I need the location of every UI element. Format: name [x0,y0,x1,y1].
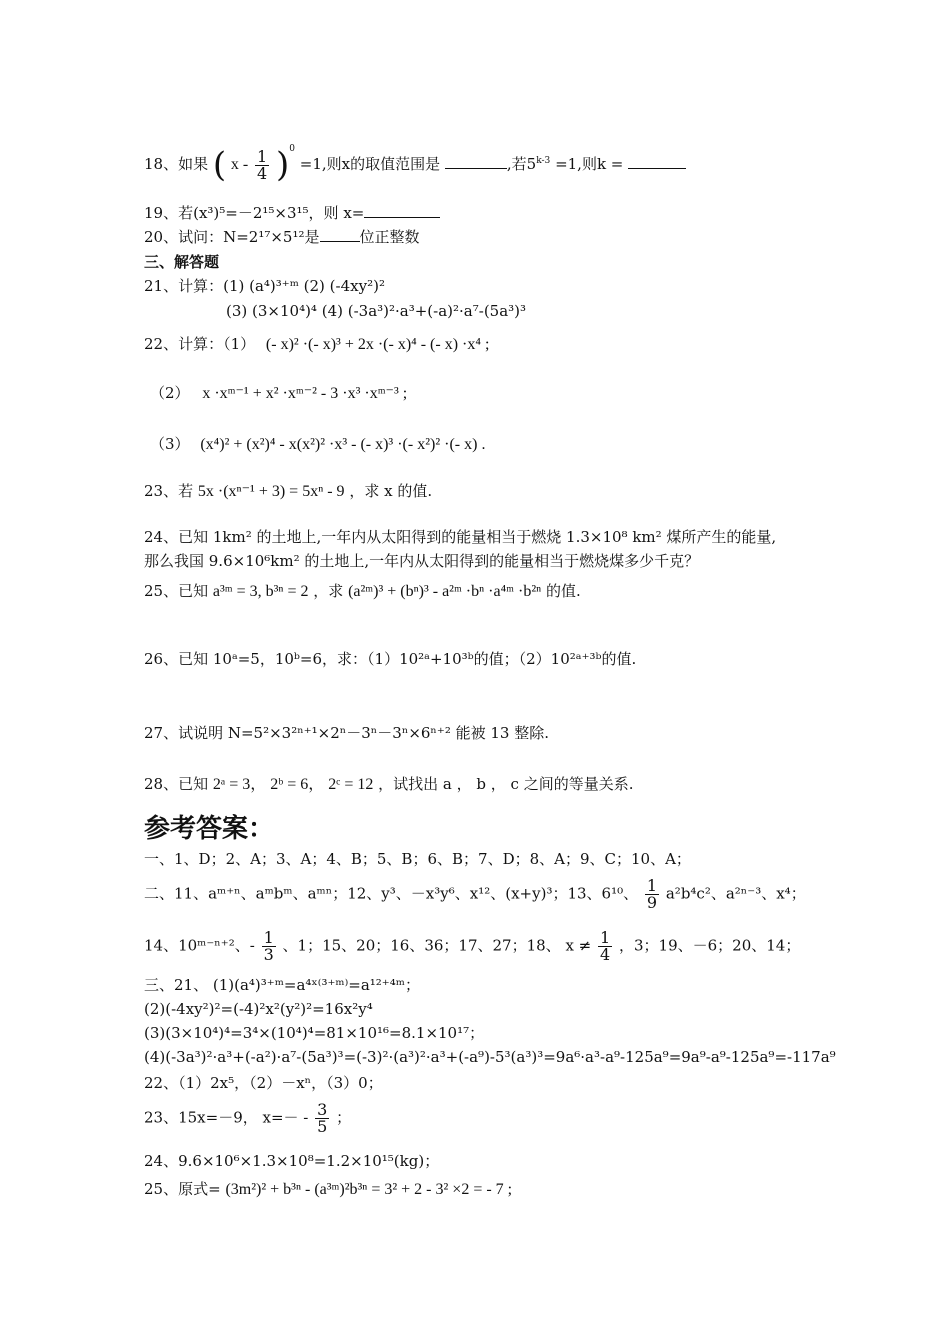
answer-part2 [144,878,806,911]
q23-post: ，求 x 的值. [349,482,433,500]
a9-pre: 23、15x=－9， x=－ - [144,1108,309,1127]
frac-numerator: 1 [263,928,274,947]
answer-23 [144,1102,351,1135]
q18-end: =1,则k = [555,155,624,173]
q22-expr: (- x)² ·(- x)³ + 2x ·(- x)⁴ - (- x) ·x⁴ ; [265,336,490,353]
a3-post: ，3；19、－6；20、14； [619,936,801,955]
q25-given: a³ᵐ = 3, b³ⁿ = 2 [212,583,309,600]
a2-post: a²b⁴c²、a²ⁿ⁻³、x⁴； [665,884,806,903]
a3-fraction2 [598,930,612,963]
question-19 [144,202,440,224]
frac-denominator: 5 [317,1117,328,1136]
question-22-part3 [150,433,485,456]
a2-pre: 二、11、aᵐ⁺ⁿ、aᵐbᵐ、aᵐⁿ；12、y³、－x³y⁶、x¹²、(x+y)³；13、6¹⁰、 [144,884,639,903]
question-23 [144,480,432,503]
question-22-part2 [150,382,407,405]
question-21-line1: 21、计算：(1) (a⁴)³⁺ᵐ (2) (-4xy²)² [144,277,385,295]
frac-numerator: 1 [646,876,658,895]
answer-part1: 一、1、D；2、A；3、A；4、B；5、B；6、B；7、D；8、A；9、C；10、A； [144,850,691,868]
question-21-line2: (3) (3×10⁴)⁴ (4) (-3a³)²·a³+(-a)²·a⁷-(5a³)³ [226,302,527,320]
q18-label: 18、如果 [144,155,209,173]
answer-21-2: (2)(-4xy²)²=(-4)²x²(y²)²=16x²y⁴ [144,1000,373,1018]
q22b-label: （2） [150,384,190,402]
frac-denominator: 4 [600,945,611,964]
q28-post: ，试找出 a ， b ， c 之间的等量关系. [378,775,634,793]
answers-heading: 参考答案： [144,814,275,844]
answer-blank [628,154,686,169]
right-paren: ) [276,145,290,185]
q22c-label: （3） [150,435,190,453]
answer-21-1: 三、21、 (1)(a⁴)³⁺ᵐ=a⁴ˣ⁽³⁺ᵐ⁾=a¹²⁺⁴ᵐ； [144,976,420,994]
question-20 [144,226,420,248]
q18-exponent: 0 [289,144,295,154]
q25-expr: (a²ᵐ)³ + (bⁿ)³ - a²ᵐ ·bⁿ ·a⁴ᵐ ·b²ⁿ [348,583,542,600]
frac-numerator: 3 [317,1100,328,1119]
q18-fraction [255,146,269,183]
a9-fraction [315,1102,329,1135]
answer-21-3: (3)(3×10⁴)⁴=3⁴×(10⁴)⁴=81×10¹⁶=8.1×10¹⁷； [144,1024,485,1042]
q23-expr: 5x ·(xⁿ⁻¹ + 3) = 5xⁿ - 9 [197,483,345,500]
q18-expr: x - [230,156,249,173]
question-27: 27、试说明 N=5²×3²ⁿ⁺¹×2ⁿ－3ⁿ－3ⁿ×6ⁿ⁺² 能被 13 整除. [144,724,550,742]
a2-fraction [645,878,659,911]
q19-text: 19、若(x³)⁵=－2¹⁵×3¹⁵，则 x= [144,204,365,222]
a3-mid: 、1；15、20；16、36；17、27；18、 x ≠ [282,936,592,955]
a3-fraction [262,930,276,963]
a11-expr: (3m²)² + b³ⁿ - (a³ᵐ)²b³ⁿ = 3² + 2 - 3² ×2 = - 7 ; [225,1181,513,1198]
answer-blank [364,203,440,218]
question-25 [144,580,581,603]
left-paren: ( [212,145,227,185]
frac-denominator: 4 [257,163,268,183]
q22-label: 22、计算：（1） [144,335,256,353]
q28-pre: 28、已知 [144,775,209,793]
question-24-line1: 24、已知 1km² 的土地上,一年内从太阳得到的能量相当于燃烧 1.3×10⁸ km² 煤所产生的能量, [144,528,777,546]
question-24-line2: 那么我国 9.6×10⁶km² 的土地上,一年内从太阳得到的能量相当于燃烧煤多少千克？ [144,552,700,570]
frac-denominator: 9 [646,893,658,912]
answer-blank [445,154,507,169]
q18-mid: =1,则x的取值范围是 [299,155,441,173]
q28-expr: 2ᵃ = 3， 2ᵇ = 6， 2ᶜ = 12 [212,776,374,793]
question-28 [144,773,633,796]
frac-numerator: 1 [600,928,611,947]
q23-pre: 23、若 [144,482,194,500]
answer-22: 22、（1）2x⁵，（2）－xⁿ，（3）0； [144,1074,383,1092]
question-18 [144,138,686,185]
q25-mid: ，求 [313,582,344,600]
q22c-expr: (x⁴)² + (x²)⁴ - x(x²)² ·x³ - (- x)³ ·(- x²)² ·(- x) . [200,436,486,453]
q18-sup: k-3 [536,156,551,166]
section-heading: 三、解答题 [144,253,220,271]
answer-21-4: (4)(-3a³)²·a³+(-a²)·a⁷-(5a³)³=(-3)²·(a³)²·a³+(-a⁹)-5³(a³)³=9a⁶·a³-a⁹-125a⁹=9a⁹-a⁹-125a⁹=-117a⁹ [144,1048,836,1066]
frac-denominator: 3 [263,945,274,964]
answer-blank [320,227,360,242]
frac-numerator: 1 [257,146,268,166]
q25-pre: 25、已知 [144,582,209,600]
a3-pre: 14、10ᵐ⁻ⁿ⁺²、- [144,936,255,955]
question-22-part1 [144,333,489,356]
question-26: 26、已知 10ᵃ=5，10ᵇ=6，求：（1）10²ᵃ+10³ᵇ的值；（2）10²ᵃ⁺³ᵇ的值. [144,650,637,668]
answer-24: 24、9.6×10⁶×1.3×10⁸=1.2×10¹⁵(kg)； [144,1152,440,1170]
q18-mid2: ,若5 [506,155,537,173]
a11-pre: 25、原式= [144,1180,221,1198]
q20-post: 位正整数 [359,228,420,246]
q20-pre: 20、试问：N=2¹⁷×5¹²是 [144,228,320,246]
q22b-expr: x ·xᵐ⁻¹ + x² ·xᵐ⁻² - 3 ·x³ ·xᵐ⁻³ ; [202,385,408,402]
answer-25 [144,1178,512,1201]
q25-post: 的值. [545,582,581,600]
a9-post: ； [336,1108,352,1127]
answer-part3 [144,930,800,963]
